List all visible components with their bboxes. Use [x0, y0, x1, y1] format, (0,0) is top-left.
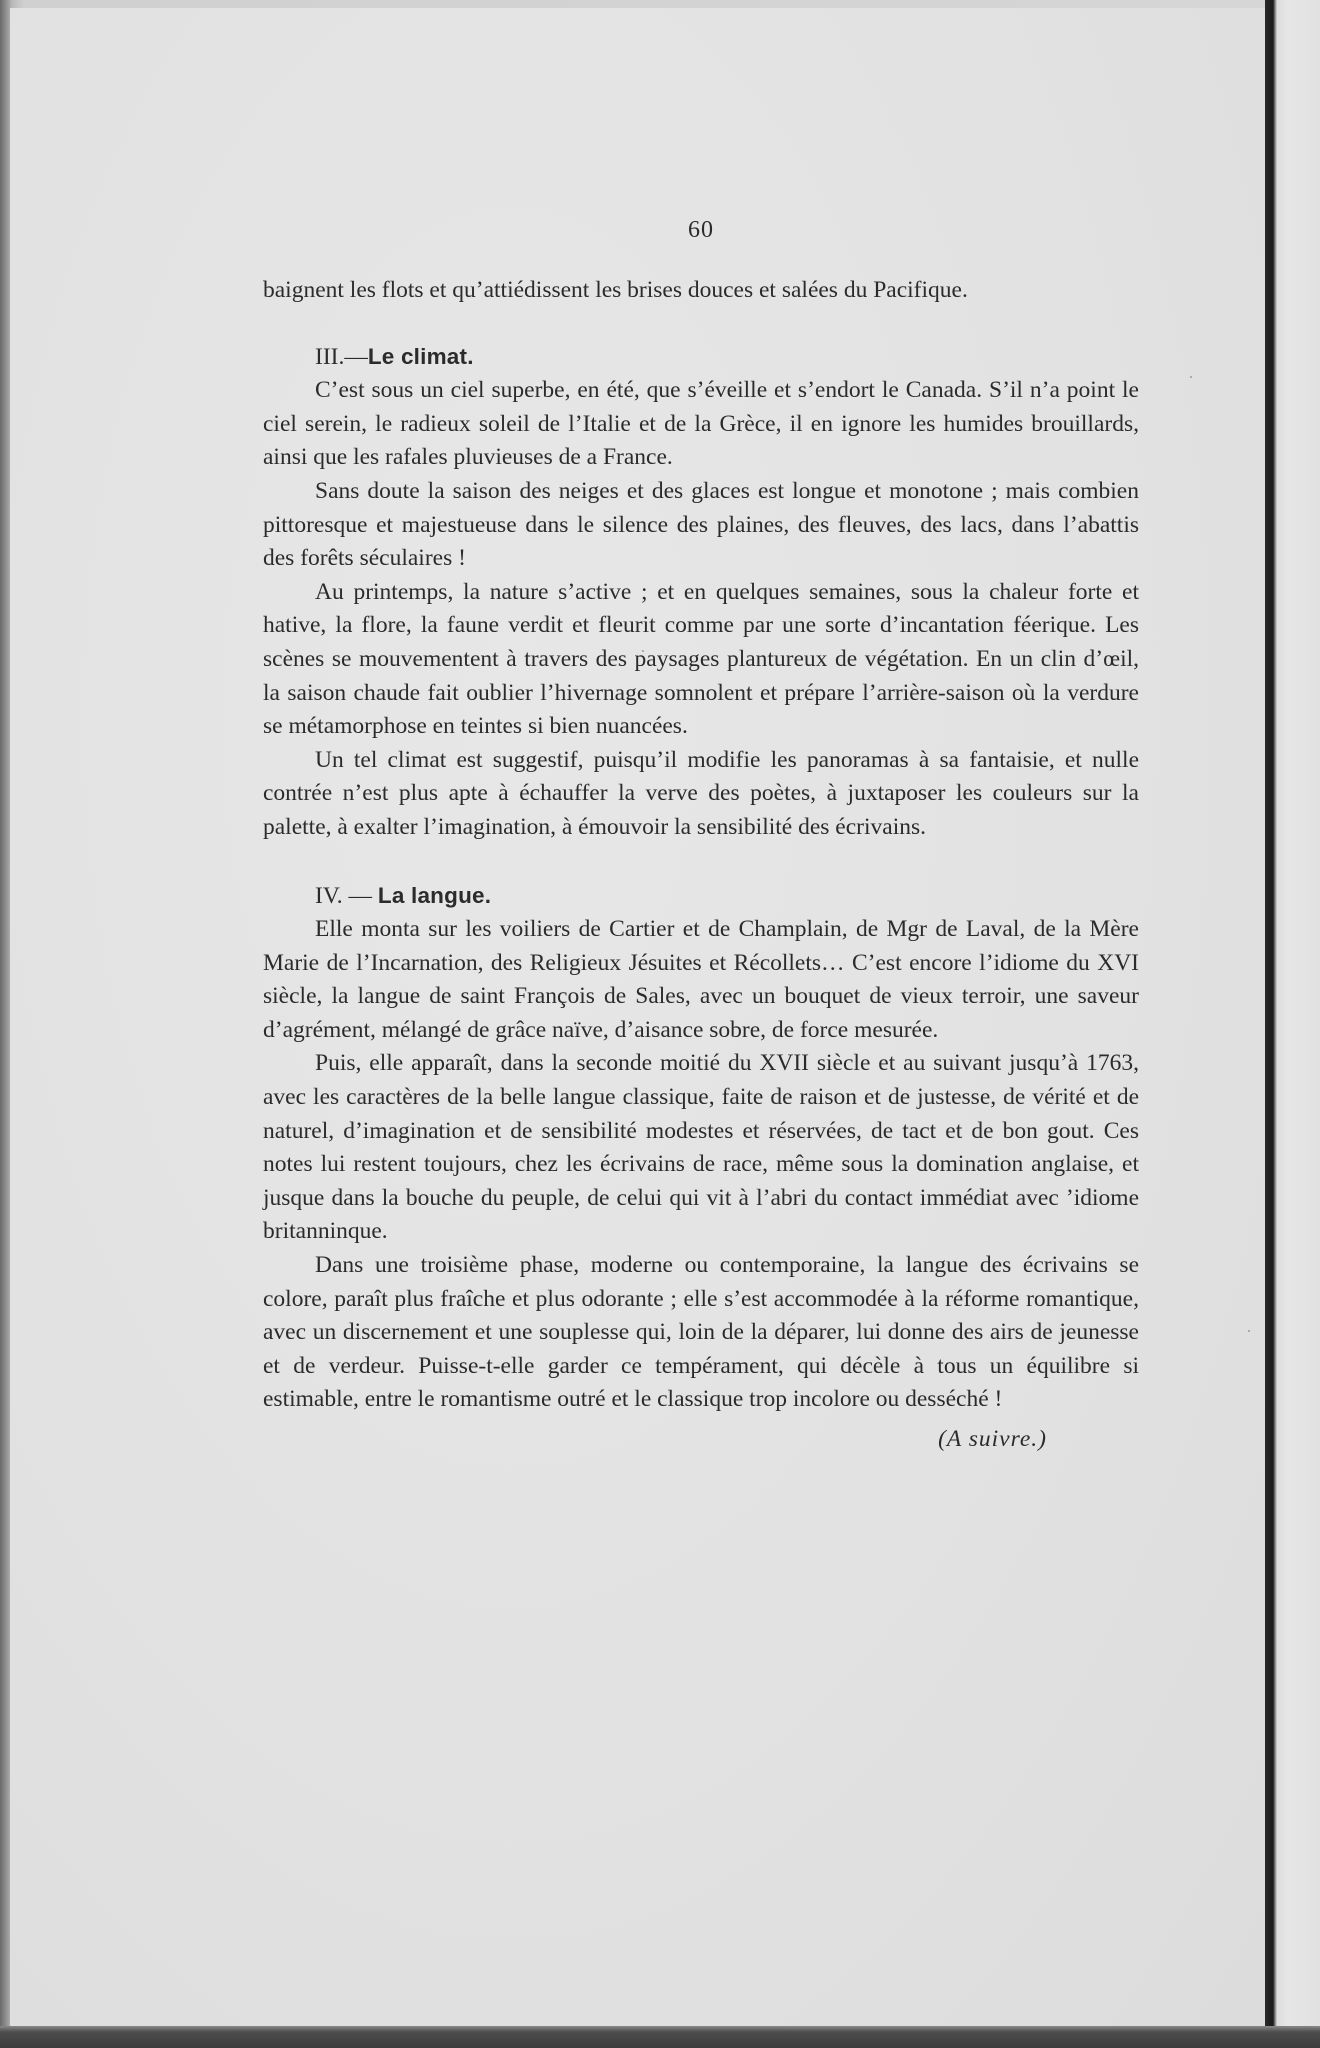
- paragraph: Elle monta sur les voiliers de Cartier et de Champlain, de Mgr de Laval, de la Mère Marie de l’Incarnation, des Religieux Jésuites et Récollets… C’est encore l’idiome du XVI siècle, la langue de saint François de Sales, avec un bouquet de vieux terroir, une saveur d’agrément, mélangé de grâce naïve, d’aisance sobre, de force mesurée.: [263, 916, 1139, 1043]
- page-number: 60: [688, 217, 714, 243]
- paragraph: Dans une troisième phase, moderne ou contemporaine, la langue des écrivains se colore, paraît plus fraîche et plus odorante ; elle s’est accommodée à la réforme romantique, avec un discernement et une souplesse qui, loin de la déparer, lui donne des airs de jeunesse et de verdeur. Puisse-t-elle garder ce tempérament, qui décèle à tous un équilibre si estimable, entre le romantisme outré et le classique trop incolore ou desséché !: [263, 1252, 1139, 1413]
- book-gutter: [1265, 0, 1320, 2048]
- paragraph: Un tel climat est suggestif, puisqu’il modifie les panoramas à sa fantaisie, et nulle contrée n’est plus apte à échauffer la verve des poètes, à juxtaposer les couleurs sur la palette, à exalter l’imagination, à émouvoir la sensibilité des écrivains.: [263, 746, 1139, 840]
- section-number: III.—: [315, 343, 368, 370]
- paper-speck: [1248, 1330, 1250, 1332]
- paragraph: Au printemps, la nature s’active ; et en quelques semaines, sous la chaleur forte et hative, la flore, la faune verdit et fleurit comme par une sorte d’incantation féerique. Les scènes se mouvementent à travers des paysages plantureux de végétation. En un clin d’œil, la saison chaude fait oublier l’hivernage somnolent et prépare l’arrière-saison où la verdure se métamorphose en teintes si bien nuancées.: [263, 578, 1139, 740]
- section-title: Le climat.: [367, 343, 474, 369]
- section-title: La langue.: [377, 882, 492, 908]
- paragraph: Puis, elle apparaît, dans la seconde moitié du XVII siècle et au suivant jusqu’à 1763, avec les caractères de la belle langue classique, faite de raison et de justesse, de vérité et de naturel, d’imagination et de sensibilité modestes et réservées, de tact et de bon gout. Ces notes lui restent toujours, chez les écrivains de race, même sous la domination anglaise, et jusque dans la bouche du peuple, de celui qui vit à l’abri du contact immédiat avec ’idiome britanninque.: [263, 1050, 1139, 1245]
- section-heading-climat: [263, 340, 1139, 375]
- to-be-continued-note: (A suivre.): [938, 1426, 1047, 1452]
- paper-speck: [1190, 376, 1192, 378]
- paragraph: Sans doute la saison des neiges et des glaces est longue et monotone ; mais combien pittoresque et majestueuse dans le silence des plaines, des fleuves, des lacs, dans l’abattis des forêts séculaires !: [263, 477, 1139, 572]
- paragraph: C’est sous un ciel superbe, en été, que s’éveille et s’endort le Canada. S’il n’a point le ciel serein, le radieux soleil de l’Italie et de la Grèce, il en ignore les humides brouillards, ainsi que les rafales pluvieuses de a France.: [263, 377, 1139, 471]
- body-flow: [263, 274, 1139, 1457]
- section-number: IV. —: [315, 882, 378, 909]
- section-heading-langue: [263, 879, 1139, 914]
- scan-bottom-edge: [0, 2026, 1320, 2048]
- intro-paragraph: baignent les flots et qu’attiédissent les brises douces et salées du Pacifique.: [263, 277, 968, 303]
- book-page: [10, 8, 1265, 2033]
